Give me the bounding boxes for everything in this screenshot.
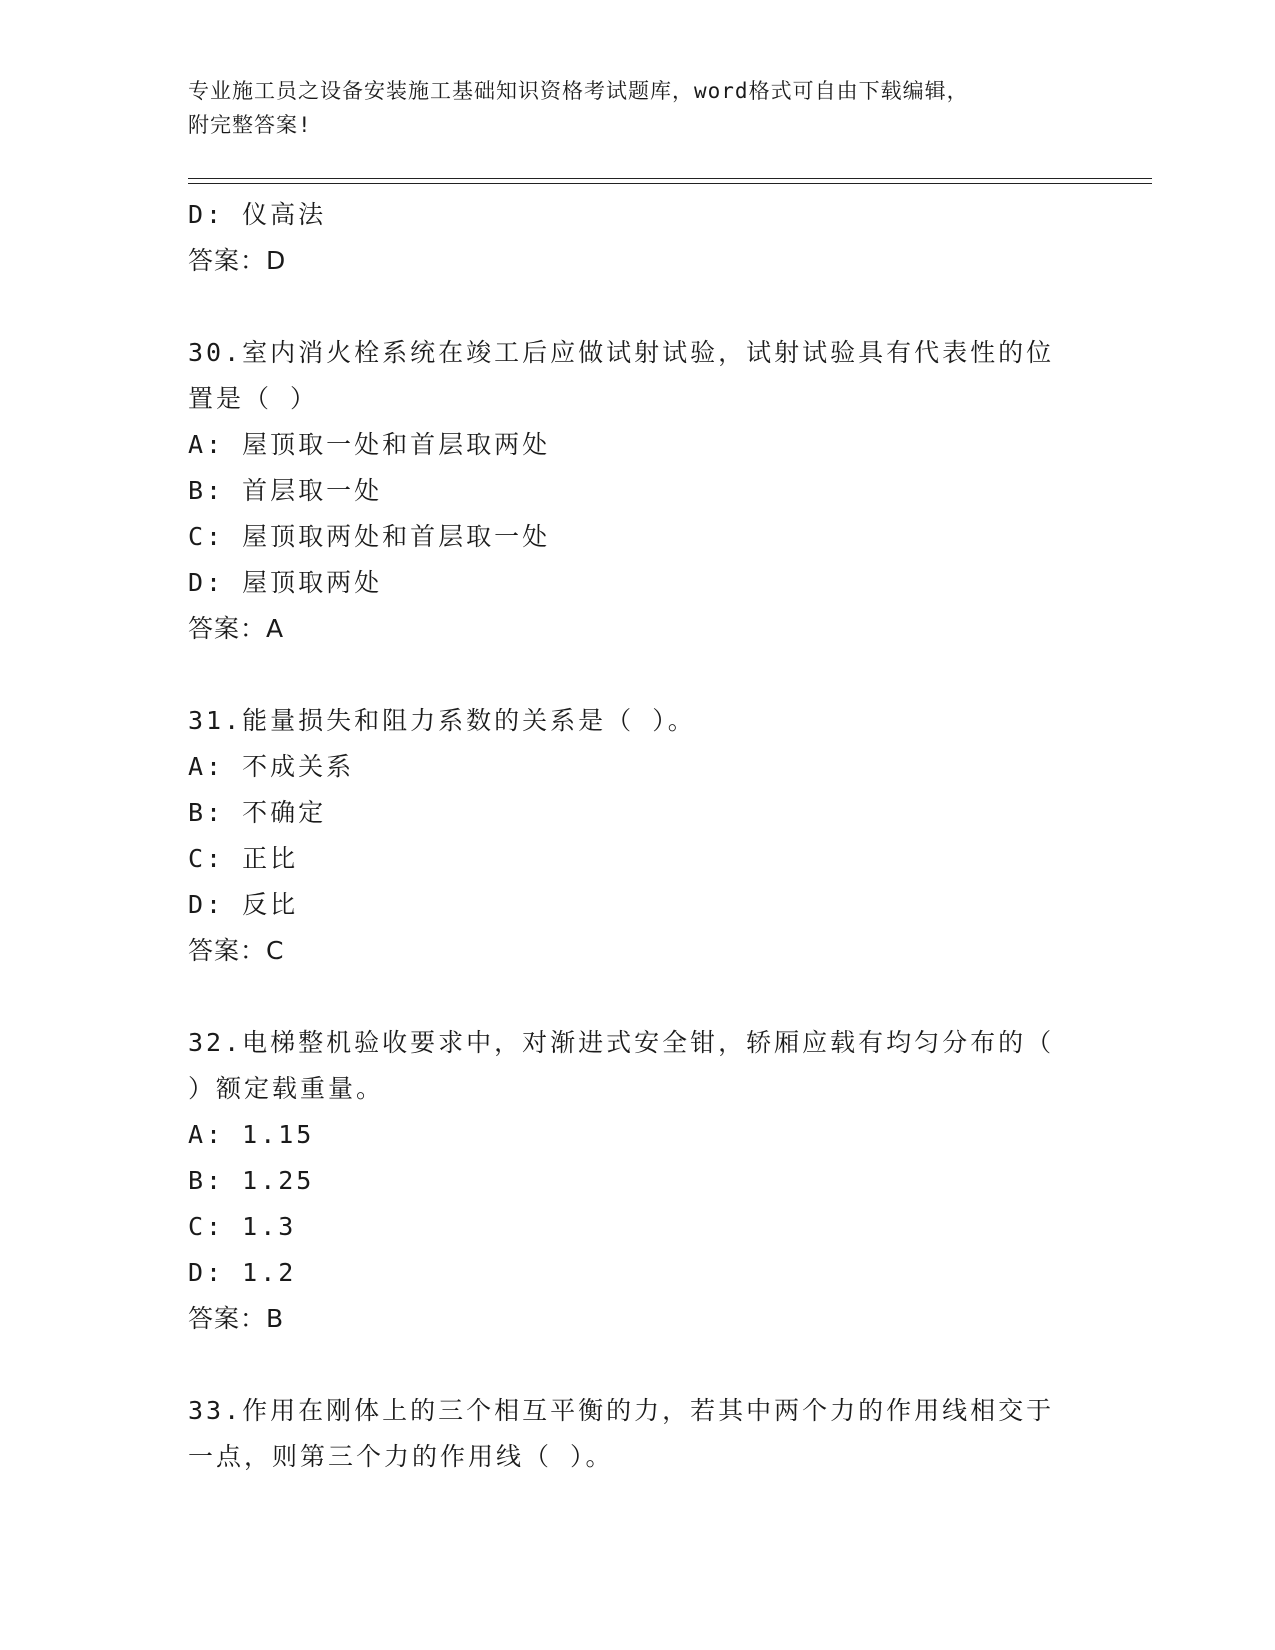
- option-c: C: 屋顶取两处和首层取一处: [188, 522, 551, 551]
- answer: 答案：D: [188, 246, 287, 275]
- option-a: A: 屋顶取一处和首层取两处: [188, 430, 551, 459]
- option-c: C: 正比: [188, 844, 299, 873]
- header-line-2: 附完整答案!: [188, 113, 312, 137]
- question-list: [188, 192, 1088, 1480]
- option-b: B: 首层取一处: [188, 476, 383, 505]
- answer: 答案：B: [188, 1304, 285, 1333]
- spacer: [188, 974, 1088, 1020]
- question-33: [188, 1388, 1088, 1480]
- question-text-line-1: 30.室内消火栓系统在竣工后应做试射试验，试射试验具有代表性的位: [188, 338, 1055, 367]
- option-b: B: 1.25: [188, 1166, 315, 1195]
- question-text-line-2: ）额定载重量。: [188, 1074, 385, 1103]
- header-divider-bottom: [188, 183, 1152, 184]
- question-32: [188, 1020, 1088, 1342]
- option-c: C: 1.3: [188, 1212, 297, 1241]
- question-text-line-1: 31.能量损失和阻力系数的关系是（ ）。: [188, 706, 696, 735]
- option-a: A: 不成关系: [188, 752, 355, 781]
- header-divider-top: [188, 178, 1152, 179]
- option-d: D: 屋顶取两处: [188, 568, 383, 597]
- spacer: [188, 1342, 1088, 1388]
- header-line-1: 专业施工员之设备安装施工基础知识资格考试题库，word格式可自由下载编辑，: [188, 79, 969, 103]
- document-header: [188, 74, 1088, 142]
- spacer: [188, 652, 1088, 698]
- option-d: D: 仪高法: [188, 200, 327, 229]
- option-d: D: 反比: [188, 890, 299, 919]
- answer: 答案：C: [188, 936, 285, 965]
- question-text-line-2: 一点，则第三个力的作用线（ ）。: [188, 1442, 614, 1471]
- question-text-line-1: 33.作用在刚体上的三个相互平衡的力，若其中两个力的作用线相交于: [188, 1396, 1055, 1425]
- question-31: [188, 698, 1088, 974]
- option-a: A: 1.15: [188, 1120, 315, 1149]
- spacer: [188, 284, 1088, 330]
- option-d: D: 1.2: [188, 1258, 297, 1287]
- question-30: [188, 330, 1088, 652]
- answer: 答案：A: [188, 614, 285, 643]
- option-b: B: 不确定: [188, 798, 327, 827]
- question-text-line-1: 32.电梯整机验收要求中，对渐进式安全钳，轿厢应载有均匀分布的（: [188, 1028, 1055, 1057]
- question-text-line-2: 置是（ ）: [188, 384, 319, 413]
